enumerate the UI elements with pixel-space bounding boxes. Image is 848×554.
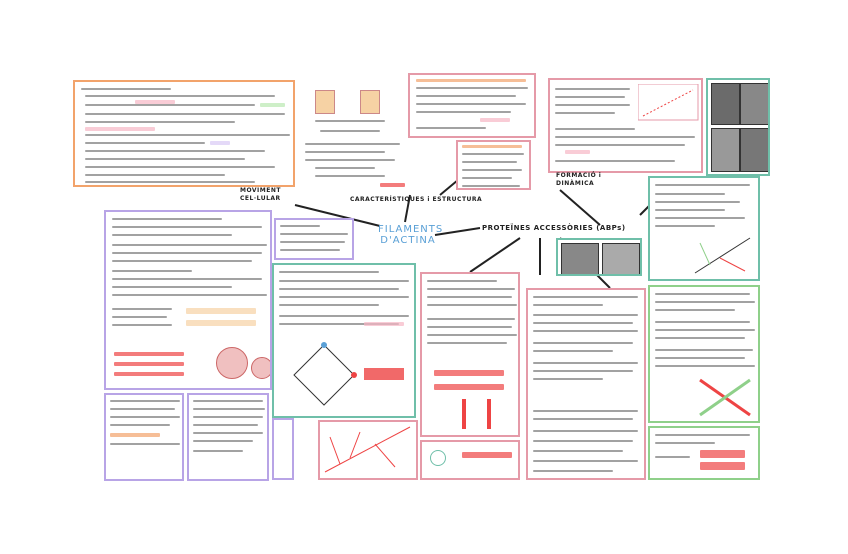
pink-branching-sketch (318, 420, 418, 480)
central-topic (378, 224, 444, 246)
polymer-graph-icon (638, 84, 700, 122)
purple-notes-box-small (274, 218, 354, 260)
green-notes-box-bottom (648, 426, 760, 480)
branch-label-caracteristiques: CARACTERÍSTIQUES i ESTRUCTURA (350, 196, 483, 203)
teal-notes-box-assembly (272, 263, 416, 418)
purple-notes-box-bottom-2 (187, 393, 269, 481)
pink-notes-box-right (548, 78, 703, 173)
branching-network-icon (320, 422, 416, 478)
pink-notes-box-right-large (526, 288, 646, 480)
purple-notes-box-left (104, 210, 272, 390)
purple-notes-box-bottom-3 (272, 418, 294, 480)
central-topic-line2: D'ACTINA (380, 235, 436, 246)
pink-notes-box-small (456, 140, 531, 190)
photo-panel (706, 78, 770, 176)
pink-notes-box-middle-small (420, 440, 520, 480)
teal-notes-box-top (648, 176, 760, 281)
orange-notes-box (73, 80, 295, 187)
treadmilling-cycle-icon (284, 340, 409, 410)
branching-sketch-icon (690, 233, 755, 278)
branch-label-proteines: PROTEÏNES ACCESSÒRIES (ABPs) (482, 224, 626, 232)
central-topic-line1: FILAMENTS (378, 224, 444, 235)
structure-sketches (300, 85, 405, 190)
purple-notes-box-bottom-1 (104, 393, 184, 481)
branch-label-formacio: FORMACIÓ i DINÀMICA (556, 172, 602, 187)
cross-filament-icon (695, 375, 755, 420)
micrograph-pair (556, 238, 642, 276)
teal-notes-box-middle (648, 285, 760, 423)
branch-label-moviment: MOVIMENT CEL·LULAR (240, 187, 281, 202)
pink-notes-box-middle (420, 272, 520, 437)
pink-notes-box-top (408, 73, 536, 138)
